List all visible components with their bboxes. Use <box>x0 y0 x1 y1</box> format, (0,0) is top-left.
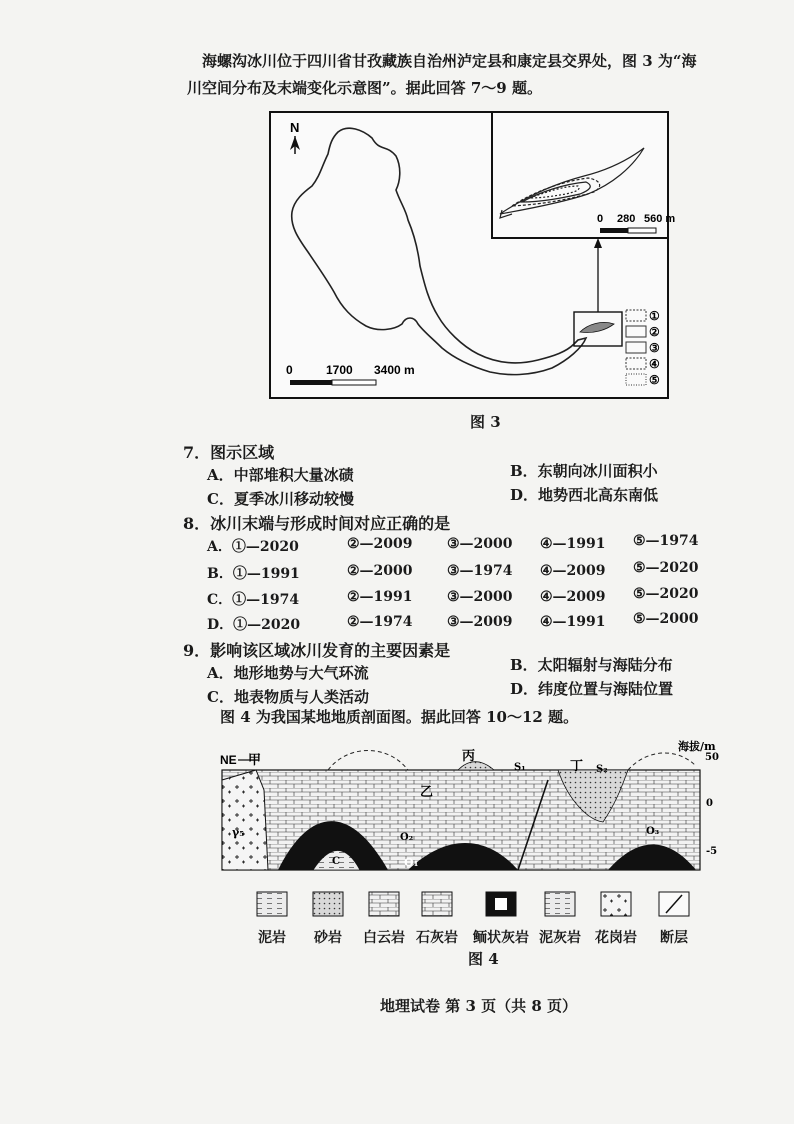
q9-option-c: C．地表物质与人类活动 <box>207 688 369 706</box>
north-label: N <box>290 120 300 135</box>
intro-line-2: 川空间分布及末端变化示意图”。据此回答 7～9 题。 <box>187 79 542 97</box>
page-footer: 地理试卷 第 3 页（共 8 页） <box>380 997 577 1015</box>
legend-label-2: ② <box>649 325 660 339</box>
place-ding: 丁 <box>570 759 584 774</box>
q8-b-1: B．①—1991 <box>207 566 300 582</box>
q9-option-d: D．纬度位置与海陆位置 <box>510 680 674 698</box>
stratum-s1-top: S₁ <box>514 762 526 773</box>
stratum-o3: O₃ <box>646 826 660 837</box>
q7-option-b: B．东朝向冰川面积小 <box>510 462 658 480</box>
q8-d-4: ④—1991 <box>540 614 606 630</box>
inset-frame <box>492 112 668 238</box>
q8-row-d <box>207 611 707 638</box>
stratum-c: C <box>332 856 340 867</box>
figure-4-cross-section <box>218 740 718 890</box>
stratum-o2: O₂ <box>400 832 414 843</box>
legend-label-fault: 断层 <box>660 930 688 946</box>
q7-stem: 7．图示区域 <box>183 443 275 462</box>
q8-c-4: ④—2009 <box>540 589 606 605</box>
q8-b-5: ⑤—2020 <box>633 560 699 576</box>
eroded-crest-2 <box>628 753 696 770</box>
eroded-crest-1 <box>328 751 408 771</box>
q8-row-a <box>207 533 707 560</box>
q9-stem: 9．影响该区域冰川发育的主要因素是 <box>183 641 451 660</box>
main-scale-1: 1700 <box>326 363 353 377</box>
inset-scale-2: 560 m <box>644 213 676 225</box>
q8-b-2: ②—2000 <box>347 563 413 579</box>
figure-3-caption: 图 3 <box>470 413 501 431</box>
main-scale-bar <box>290 380 376 385</box>
q8-c-5: ⑤—2020 <box>633 586 699 602</box>
legend-label-marl: 泥灰岩 <box>539 930 581 946</box>
place-bing: 丙 <box>462 749 476 764</box>
legend-label-limestone: 石灰岩 <box>416 930 458 946</box>
alt-tick-0: 0 <box>706 798 713 809</box>
q8-d-5: ⑤—2000 <box>633 611 699 627</box>
inset-scale-bar <box>600 228 656 233</box>
place-yi: 乙 <box>420 785 434 800</box>
legend-label-mudstone: 泥岩 <box>258 930 286 946</box>
q8-b-3: ③—1974 <box>447 563 513 579</box>
legend-label-oolitic: 鲕状灰岩 <box>473 930 529 946</box>
q8-stem: 8．冰川末端与形成时间对应正确的是 <box>183 514 451 533</box>
legend-mudstone-swatch <box>256 891 288 917</box>
figure-4-legend <box>240 891 700 951</box>
direction-label: NE <box>220 753 237 767</box>
legend-label-4: ④ <box>649 357 660 371</box>
q8-b-4: ④—2009 <box>540 563 606 579</box>
alt-tick-neg5: -5 <box>706 846 718 857</box>
q7-option-d: D．地势西北高东南低 <box>510 486 659 504</box>
q8-c-2: ②—1991 <box>347 589 413 605</box>
intro-paragraph <box>187 48 727 102</box>
legend-granite-swatch <box>600 891 632 917</box>
legend-limestone-swatch <box>421 891 453 917</box>
q8-d-1: D．①—2020 <box>207 617 301 633</box>
legend-oolitic-swatch <box>485 891 517 917</box>
main-scale-2: 3400 m <box>374 363 415 377</box>
q8-a-4: ④—1991 <box>540 536 606 552</box>
q8-a-2: ②—2009 <box>347 536 413 552</box>
q8-d-2: ②—1974 <box>347 614 413 630</box>
legend-label-5: ⑤ <box>649 373 660 387</box>
q8-row-c <box>207 586 707 613</box>
stratum-s2: S₂ <box>596 764 608 775</box>
q8-a-1: A．①—2020 <box>207 539 299 555</box>
q9-option-a: A．地形地势与大气环流 <box>207 664 369 682</box>
legend-marl-swatch <box>544 891 576 917</box>
stratum-o1: O₁ <box>404 856 419 869</box>
q8-a-5: ⑤—1974 <box>633 533 699 549</box>
stratum-gamma5: γ₅ <box>232 826 245 839</box>
figure-4-intro: 图 4 为我国某地地质剖面图。据此回答 10～12 题。 <box>220 708 579 726</box>
main-scale-0: 0 <box>286 363 293 377</box>
place-jia: 甲 <box>248 753 262 768</box>
legend-label-sandstone: 砂岩 <box>314 930 342 946</box>
q8-c-3: ③—2000 <box>447 589 513 605</box>
inset-scale-0: 0 <box>597 213 604 225</box>
inset-scale-1: 280 <box>617 213 636 225</box>
legend-label-3: ③ <box>649 341 660 355</box>
granite-body <box>222 770 268 870</box>
legend-sandstone-swatch <box>312 891 344 917</box>
q7-option-a: A．中部堆积大量冰碛 <box>207 466 354 484</box>
figure-4-caption: 图 4 <box>468 950 499 968</box>
legend-label-1: ① <box>649 309 660 323</box>
legend-dolomite-swatch <box>368 891 400 917</box>
legend-label-dolomite: 白云岩 <box>363 930 405 946</box>
q8-d-3: ③—2009 <box>447 614 513 630</box>
altitude-label: 海拔/m <box>678 740 716 753</box>
figure-3-map <box>268 110 676 400</box>
legend-label-granite: 花岗岩 <box>595 930 637 946</box>
q9-option-b: B．太阳辐射与海陆分布 <box>510 656 673 674</box>
q7-option-c: C．夏季冰川移动较慢 <box>207 490 354 508</box>
q8-c-1: C．①—1974 <box>207 592 300 608</box>
q8-row-b <box>207 560 707 587</box>
alt-tick-50: 50 <box>705 752 719 763</box>
legend-fault-swatch <box>658 891 690 917</box>
q8-a-3: ③—2000 <box>447 536 513 552</box>
intro-line-1: 海螺沟冰川位于四川省甘孜藏族自治州泸定县和康定县交界处，图 3 为“海 <box>202 52 697 70</box>
